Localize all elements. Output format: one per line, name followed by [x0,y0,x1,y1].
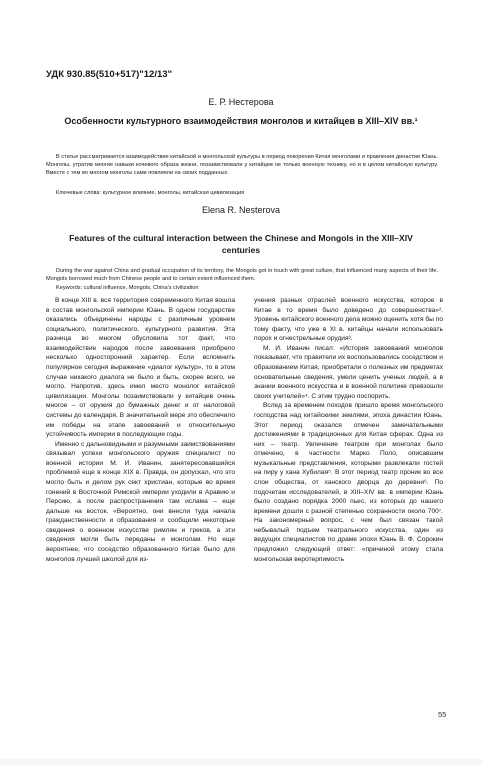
author-en: Elena R. Nesterova [201,205,281,215]
abstract-en [46,267,438,283]
paragraph: В конце XIII в. вся территория современного Китая вошла в состав монгольской империи Юань. В одном государстве оказались объединены народы с различным уровнем социального, политического, культурного развития. Эта разница во многом обусловила тот факт, что взаимодействие народов после завоевания приобрело несколько односторонний характер. Если вспомнить популярное сегодня выражение «диалог культур», то в этом случае никакого диалога не было и быть, скорее всего, не могло. Напротив, здесь имел место монолог китайской цивилизации. Монголы позаимствовали у китайцев очень многое – от оружия до бумажных денег и от налоговой системы до календаря. В значительной мере это обеспечило им победы на этапе завоеваний и относительную устойчивость империи в последующие годы. [46,297,235,439]
author-ru: Е. Р. Нестерова [208,97,274,107]
paragraph: Вслед за временем походов пришло время монгольского господства над китайскими землями, эпоха династии Юань. Этот период оказался отмечен замечательными достижениями в традиционных для Китая сферах. Одна из них – театр. Увлечение театром при монголах было отмечено, в частности Марко Поло, описавшим музыкальные представления, которыми развлекали гостей на пиру у хана Хубилая⁵. В этот период театр проник во все слои общества, от ханского дворца до деревни⁶. По подсчетам исследователей, в XIII–XIV вв. в империи Юань было создано порядка 2000 пьес, из которых до нашего времени дошли с разной степенью сохранности около 700⁷. На закономерный вопрос, с чем был связан такой небывалый подъем театрального искусства, один из ведущих специалистов по драме эпохи Юань В. Ф. Сорокин предложил следующий ответ: «причиной этому стала монгольская веротерпимость [254,402,443,563]
paragraph: Именно с дальновидными и разумными заимствованиями связывал успехи монгольского оружия специалист по военной истории М. И. Иванин, занятересовавшийся проблемой еще в конце XIX в. Правда, он допускал, что это могло быть и делом рук сект христиан, которые во время гонений в Восточной Римской империи уходили в Аравию и Персию, а после распространения там ислама – еще дальше на восток. «Вероятно, они внесли туда начала гражданственности и образования и сообщили некоторые сведения о военном искусстве римлян и греков, а эти сведения могли быть переданы и монголам. Но еще вероятнее, что соседство образованного Китая было для монголов лучшей школой для из- [46,440,235,563]
udc-code: УДК 930.85(510+517)"12/13" [46,69,173,80]
title-en: Features of the cultural interaction between the Chinese and Mongols in the XIII–XIV centuries [69,233,413,256]
body-column-right [254,296,443,564]
paragraph: учения разных отраслей военного искусства, которое в Китае в то время было доведено до совершенства»². Уровень китайского военного дела можно оценить хотя бы по тому факту, что уже в XI в. китайцы начали использовать порох и огнестрельные орудия³. [254,297,443,343]
keywords-ru: Ключевые слова: культурное влияние, монголы, китайская цивилизация [56,190,245,196]
abstract-en-text: During the war against China and gradual occupation of its territory, the Mongols got in touch with great culture, that influenced many aspects of their life. Mongols borrowed much from Chinese people and to certain extent influenced them. [46,268,438,283]
body-column-left [46,296,235,564]
title-ru: Особенности культурного взаимодействия монголов и китайцев в XIII–XIV вв.¹ [64,116,418,126]
abstract-ru-text: В статье рассматривается взаимодействие китайской и монгольской культуры в период покорения Китая монголами и правления династии Юань. Монголы, утратив многие навыки кочевого образа жизни, позаимствовали у китайцев не только военную технику, но и в целом китайскую культуру. Вместе с тем во многом монголы сами повлияли на своих подданных. [46,154,438,177]
page-number: 55 [438,710,447,719]
paragraph: М. И. Иванин писал: «История завоеваний монголов показывает, что правители их воспользовались соседством и образованием Китая, приобретали о полезных им предметах основательные сведения, умели ценить ученых людей, а в знании военного искусства и в военной политике превзошли своих учителей»⁴. С этим трудно поспорить. [254,344,443,400]
abstract-ru [46,153,438,177]
keywords-en: Keywords: cultural influence, Mongols, China's civilization [56,285,199,291]
page-bottom-edge [0,759,482,765]
